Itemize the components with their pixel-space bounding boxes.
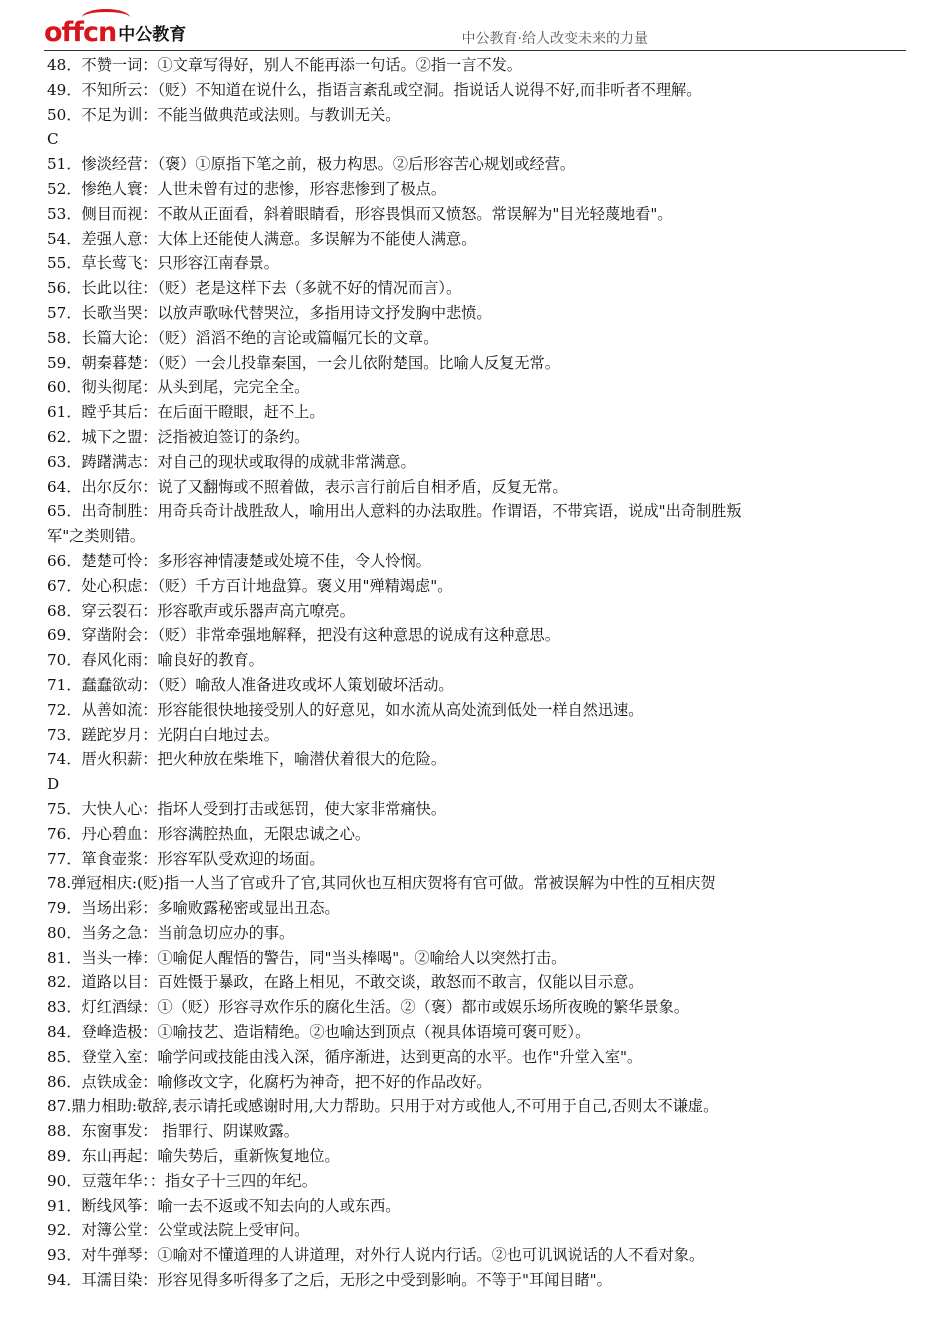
entry-line: 49．不知所云：（贬）不知道在说什么，指语言紊乱或空洞。指说话人说得不好,而非听者不理解。 (47, 80, 702, 99)
logo-chinese: 中公教育 (118, 25, 187, 45)
document-body (47, 53, 909, 1293)
entry-line: 75．大快人心：指坏人受到打击或惩罚，使大家非常痛快。 (47, 799, 447, 818)
entry-line: 51．惨淡经营：（褒）①原指下笔之前，极力构思。②后形容苦心规划或经营。 (47, 155, 576, 174)
entry-line: 48．不赞一词：①文章写得好，别人不能再添一句话。②指一言不发。 (47, 56, 522, 74)
entry-line: 61．瞠乎其后：在后面干瞪眼，赶不上。 (47, 403, 325, 422)
entry-line: 74．厝火积薪：把火种放在柴堆下，喻潜伏着很大的危险。 (47, 750, 447, 769)
section-letter: C (47, 130, 59, 149)
entry-line: 73．蹉跎岁月：光阴白白地过去。 (47, 725, 279, 744)
entry-line: 86．点铁成金：喻修改文字，化腐朽为神奇，把不好的作品改好。 (47, 1072, 492, 1091)
entry-line: 62．城下之盟：泛指被迫签订的条约。 (47, 427, 310, 446)
entry-line: 89．东山再起：喻失势后，重新恢复地位。 (47, 1147, 340, 1166)
entry-line: 57．长歌当哭：以放声歌咏代替哭泣，多指用诗文抒发胸中悲愤。 (47, 303, 492, 322)
entry-line: 52．惨绝人寰：人世未曾有过的悲惨，形容悲惨到了极点。 (47, 179, 447, 198)
entry-line: 78.弹冠相庆:(贬)指一人当了官或升了官,其同伙也互相庆贺将有官可做。常被误解为中性的互相庆贺 (47, 874, 716, 893)
section-letter: D (47, 775, 60, 794)
entry-line: 92．对簿公堂：公堂或法院上受审问。 (47, 1221, 310, 1240)
entry-line: 71．蠢蠢欲动：（贬）喻敌人准备进攻或坏人策划破坏活动。 (47, 675, 454, 694)
entry-line: 70．春风化雨：喻良好的教育。 (47, 651, 264, 670)
entry-line: 90．豆蔻年华：：指女子十三四的年纪。 (47, 1171, 317, 1190)
entry-line: 53．侧目而视：不敢从正面看，斜着眼睛看，形容畏惧而又愤怒。常误解为"目光轻蔑地看"。 (47, 204, 673, 223)
entry-line: 93．对牛弹琴：①喻对不懂道理的人讲道理，对外行人说内行话。②也可讥讽说话的人不看对象。 (47, 1246, 705, 1265)
entry-line: 85．登堂入室：喻学问或技能由浅入深，循序渐进，达到更高的水平。也作"升堂入室"。 (47, 1047, 643, 1066)
entry-line: 50．不足为训：不能当做典范或法则。与教训无关。 (47, 105, 401, 124)
entry-line: 80．当务之急：当前急切应办的事。 (47, 923, 295, 942)
entry-line: 76．丹心碧血：形容满腔热血，无限忠诚之心。 (47, 824, 371, 843)
logo-latin: offcn (44, 17, 117, 48)
entry-line: 81．当头一棒：①喻促人醒悟的警告，同"当头棒喝"。②喻给人以突然打击。 (47, 948, 567, 967)
entry-line: 77．箪食壶浆：形容军队受欢迎的场面。 (47, 849, 325, 868)
entry-line: 59．朝秦暮楚：（贬）一会儿投靠秦国，一会儿依附楚国。比喻人反复无常。 (47, 353, 560, 372)
entry-line: 54．差强人意：大体上还能使人满意。多误解为不能使人满意。 (47, 229, 477, 248)
entry-line: 94．耳濡目染：形容见得多听得多了之后，无形之中受到影响。不等于"耳闻目睹"。 (47, 1271, 612, 1290)
entry-line: 55．草长莺飞：只形容江南春景。 (47, 254, 279, 273)
entry-line: 88．东窗事发： 指罪行、阴谋败露。 (47, 1122, 299, 1141)
entry-line: 83．灯红酒绿：①（贬）形容寻欢作乐的腐化生活。②（褒）都市或娱乐场所夜晚的繁华景象。 (47, 998, 690, 1017)
entry-line: 58．长篇大论：（贬）滔滔不绝的言论或篇幅冗长的文章。 (47, 328, 439, 347)
entry-line: 72．从善如流：形容能很快地接受别人的好意见，如水流从高处流到低处一样自然迅速。 (47, 700, 644, 719)
entry-line: 军"之类则错。 (47, 527, 146, 546)
header-slogan: 中公教育·给人改变未来的力量 (461, 31, 648, 47)
entry-line: 60．彻头彻尾：从头到尾，完完全全。 (47, 378, 310, 397)
entry-line: 79．当场出彩：多喻败露秘密或显出丑态。 (47, 899, 340, 918)
entry-line: 66．楚楚可怜：多形容神情凄楚或处境不佳，令人怜悯。 (47, 551, 431, 570)
entry-line: 91．断线风筝：喻一去不返或不知去向的人或东西。 (47, 1196, 401, 1215)
entry-line: 68．穿云裂石：形容歌声或乐器声高亢嘹亮。 (47, 601, 355, 620)
entry-line: 56．长此以往：（贬）老是这样下去（多就不好的情况而言）。 (47, 279, 462, 298)
offcn-logo (44, 14, 186, 48)
entry-line: 82．道路以目：百姓慑于暴政，在路上相见，不敢交谈，敢怒而不敢言，仅能以目示意。 (47, 973, 644, 992)
entry-line: 65．出奇制胜：用奇兵奇计战胜敌人，喻用出人意料的办法取胜。作谓语，不带宾语，说成"出奇制胜叛 (47, 502, 742, 521)
entry-line: 63．踌躇满志：对自己的现状或取得的成就非常满意。 (47, 452, 416, 471)
logo-arc-icon (82, 9, 130, 26)
entry-line: 69．穿凿附会：（贬）非常牵强地解释，把没有这种意思的说成有这种意思。 (47, 626, 560, 645)
entry-line: 64．出尔反尔：说了又翻悔或不照着做，表示言行前后自相矛盾，反复无常。 (47, 477, 568, 496)
page-header (44, 14, 906, 51)
entry-line: 67．处心积虑：（贬）千方百计地盘算。褒义用"殚精竭虑"。 (47, 576, 453, 595)
entry-line: 87.鼎力相助:敬辞,表示请托或感谢时用,大力帮助。只用于对方或他人,不可用于自己,否则太不谦虚。 (47, 1097, 719, 1116)
entry-line: 84．登峰造极：①喻技艺、造诣精绝。②也喻达到顶点（视具体语境可褒可贬）。 (47, 1023, 591, 1042)
